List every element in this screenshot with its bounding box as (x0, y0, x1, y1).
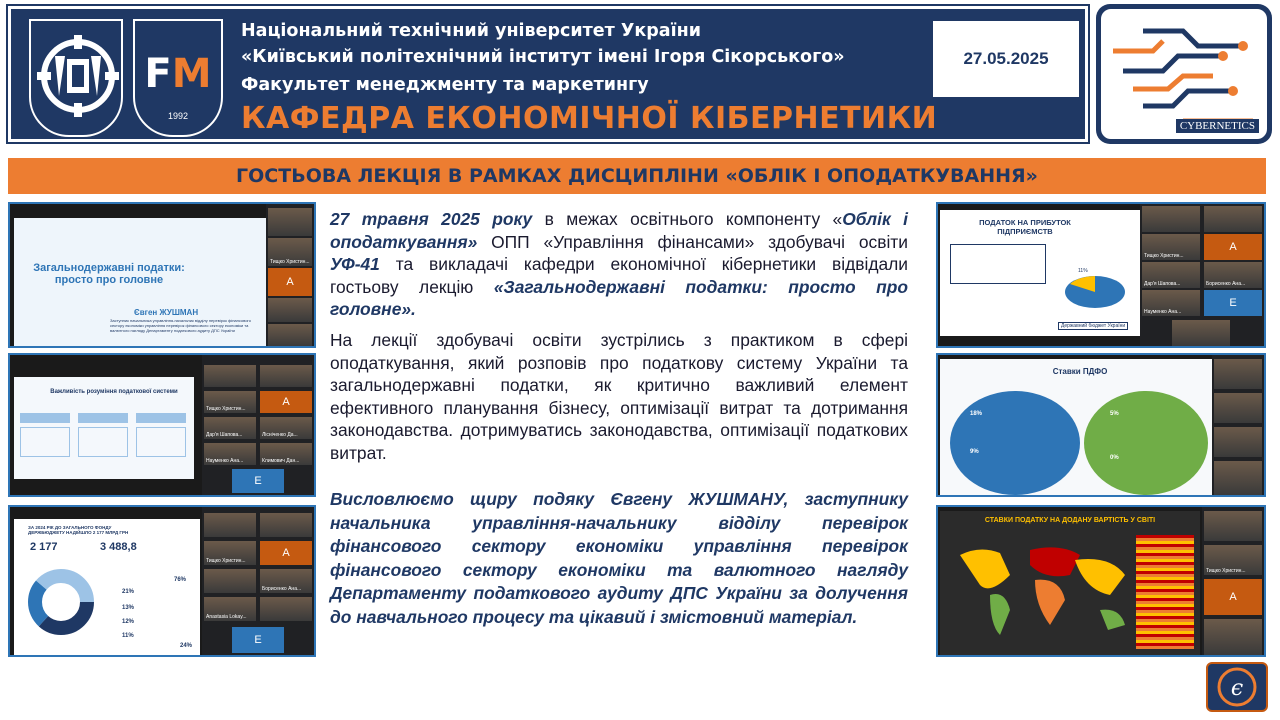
fmm-logo-letters: FM (144, 51, 212, 97)
slide-title: Загальнодержавні податки: просто про головне (33, 262, 185, 286)
thanks-paragraph: Висловлюємо щиру подяку Євгену ЖУШМАНУ, заступнику начальника управління-начальнику відділу перевірок фінансового сектору економіки управління перевірок фінансового сектору економіки та валютного нагляду Департаменту податкового аудиту ДПС України за долучення до навчального процесу та цікавий і змістовний матеріал. (330, 489, 908, 627)
pie-label: 11% (1078, 268, 1088, 274)
pie-legend: Державний бюджет України (1058, 322, 1128, 330)
screenshot-3 (8, 505, 316, 657)
participant-avatar: E (232, 627, 284, 653)
header-banner (8, 6, 1088, 142)
event-date: 27 травня 2025 року (330, 209, 533, 229)
slide-speaker: Євген ЖУШМАН (134, 308, 199, 317)
article-paragraph-2: На лекції здобувачі освіти зустрілись з практиком в сфері оподаткування, який розповів про податкову систему України та загальнодержавні податки, як критично важливий елемент ефективного планування бізнесу, оптимізації витрат та дотримання законодавства. дотримуватись законодавства, оптимізації податкових витрат. (330, 329, 908, 463)
screenshot-4 (936, 202, 1266, 348)
svg-text:є: є (1230, 676, 1244, 701)
screenshot-2 (8, 353, 316, 497)
screenshot-5 (936, 353, 1266, 497)
participant-name: Тищко Христин... (270, 259, 310, 265)
lecture-title: «Загальнодержавні податки: просто про головне». (330, 276, 908, 320)
participant-avatar: E (1204, 290, 1262, 316)
department-name: КАФЕДРА ЕКОНОМІЧНОЇ КІБЕРНЕТИКИ (241, 101, 938, 136)
date-badge: 27.05.2025 (931, 19, 1081, 99)
slide-title: ПОДАТОК НА ПРИБУТОК ПІДПРИЄМСТВ (979, 218, 1071, 236)
department-logo-small (1206, 662, 1268, 712)
pct-label: 13% (122, 605, 135, 611)
world-map (950, 535, 1130, 645)
slide-title: СТАВКИ ПОДАТКУ НА ДОДАНУ ВАРТІСТЬ У СВІТІ (984, 517, 1156, 524)
participant-name: Тищко Христин... (1206, 568, 1246, 574)
participant-avatar: A (260, 541, 312, 565)
faculty-name: Факультет менеджменту та маркетингу (241, 75, 649, 95)
fmm-logo (133, 19, 223, 137)
participant-name: Климович Дан... (262, 458, 300, 464)
participant-name: Борисенко Ана... (262, 586, 302, 592)
rate-label: 18% (970, 411, 983, 417)
course-name: Облік і оподаткування» (330, 209, 908, 252)
participant-avatar: E (232, 469, 284, 493)
rate-label: 9% (970, 449, 979, 455)
participant-name: Дар'я Шапова... (1144, 281, 1181, 287)
screenshot-1 (8, 202, 316, 348)
participant-name: Тищко Христин... (206, 558, 246, 564)
pct-label: 24% (180, 643, 193, 649)
participant-avatar: A (260, 391, 312, 413)
cybernetics-logo (1096, 4, 1272, 144)
text-fragment: ОПП «Управління фінансами» здобувачі освіти (477, 231, 908, 252)
text-fragment: в межах освітнього компоненту « (532, 209, 843, 229)
kpi-logo (29, 19, 123, 137)
participant-name: Науменко Ана... (206, 458, 244, 464)
cybernetics-logo-text: CYBERNETICS (1176, 119, 1259, 133)
university-name: Національний технічний університет України (241, 21, 701, 41)
article-body (330, 208, 908, 473)
pct-label: 12% (122, 619, 135, 625)
slide-speaker-role: Заступник начальника управління-начальник відділу перевірок фінансового сектору економіки управління перевірок фінансового сектору економіки та валютного нагляду Департаменту податкового аудиту ДПС України (110, 318, 252, 333)
participant-avatar: A (1204, 234, 1262, 260)
participant-name: Науменко Ана... (1144, 309, 1182, 315)
screenshot-6 (936, 505, 1266, 657)
institute-name: «Київський політехнічний інститут імені Ігоря Сікорського» (241, 47, 845, 67)
participant-avatar: A (1204, 579, 1262, 615)
stat-value: 3 488,8 (100, 541, 137, 553)
participant-name: Лісніченко Да... (262, 432, 298, 438)
participant-avatar: A (268, 268, 312, 296)
slide-caption: ЗА 2024 РІК ДО ЗАГАЛЬНОГО ФОНДУ ДЕРЖБЮДЖЕТУ НАДІЙШЛО 2 177 МЛРД ГРН (28, 525, 129, 535)
participant-name: Anastasia Lokay... (206, 614, 247, 620)
student-group: УФ-41 (330, 254, 380, 275)
lecture-title-bar: ГОСТЬОВА ЛЕКЦІЯ В РАМКАХ ДИСЦИПЛІНИ «ОБЛІК І ОПОДАТКУВАННЯ» (8, 158, 1266, 194)
slide-title: Ставки ПДФО (1052, 367, 1108, 376)
stat-value: 2 177 (30, 541, 58, 553)
rate-label: 0% (1110, 455, 1119, 461)
participant-name: Тищко Христин... (206, 406, 246, 412)
slide-title: Важливість розуміння податкової системи (50, 389, 178, 395)
participant-name: Борисенко Ана... (1206, 281, 1246, 287)
text-fragment: та викладачі кафедри економічної кібернетики відвідали гостьову лекцію (330, 254, 908, 297)
participant-name: Дар'я Шапова... (206, 432, 243, 438)
fmm-logo-year: 1992 (167, 111, 189, 121)
pct-label: 11% (122, 633, 134, 639)
donut-chart (26, 567, 96, 637)
participant-name: Тищко Христин... (1144, 253, 1184, 259)
pct-label: 21% (122, 589, 135, 595)
pie-chart (1060, 262, 1130, 312)
article-paragraph-1 (330, 208, 908, 321)
pct-label: 76% (174, 577, 187, 583)
rate-label: 5% (1110, 411, 1119, 417)
